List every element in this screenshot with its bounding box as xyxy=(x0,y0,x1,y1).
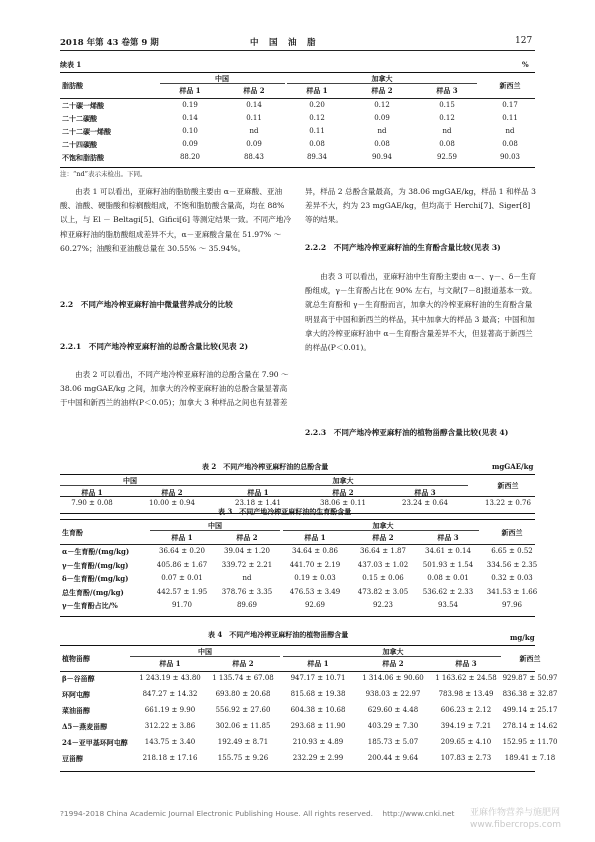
table1-sample-header: 样品 1 xyxy=(306,86,328,95)
table3-row-label: 总生育酚/(mg/kg) xyxy=(62,587,124,597)
page-number: 127 xyxy=(515,36,533,46)
table4-unit: mg/kg xyxy=(510,633,535,642)
table1-cell: 0.09 xyxy=(374,114,390,122)
table1-cell: 0.12 xyxy=(439,114,455,122)
table3-cell: 334.56 ± 2.35 xyxy=(486,560,538,569)
table1-header-rule xyxy=(60,98,535,99)
table2-canada-subrule xyxy=(218,485,468,486)
table1-cell: 0.08 xyxy=(309,140,325,148)
table3-cell: 405.86 ± 1.67 xyxy=(156,560,208,569)
table1-cell: 0.11 xyxy=(246,114,262,122)
table1-cell: 0.11 xyxy=(502,114,518,122)
table2-header-rule xyxy=(60,496,535,497)
table3-cell: 39.04 ± 1.20 xyxy=(224,547,270,555)
table1-cell: 89.34 xyxy=(306,153,328,161)
table4-cell: 1 243.19 ± 43.80 xyxy=(139,674,201,682)
section-2-2-1-heading: 2.2.1 不同产地冷榨亚麻籽油的总酚含量比较(见表 2) xyxy=(60,342,249,351)
table1-cell: 92.59 xyxy=(436,153,458,161)
table3-cell: 92.23 xyxy=(372,601,394,609)
table1-cell: 0.10 xyxy=(182,127,198,135)
table4-sample-header: 样品 1 xyxy=(307,659,329,668)
table4-row-label: β－谷甾醇 xyxy=(62,674,95,683)
table1-cell: 0.12 xyxy=(374,101,390,109)
table2-cell: 23.24 ± 0.64 xyxy=(402,499,448,507)
table4-cell: 815.68 ± 19.38 xyxy=(290,690,346,698)
table4-sample-header: 样品 2 xyxy=(382,659,404,668)
table1-cell: 0.08 xyxy=(374,140,390,148)
left-paragraph-1: 由表 1 可以看出，亚麻籽油的脂肪酸主要由 α－亚麻酸、亚油酸、油酸、硬脂酸和棕榈酸组成，不饱和脂肪酸含量高，均在 88% 以上，与 El － Beltagi[5]、Gifici[6] 等测定结果一致。不同产地冷榨亚麻籽油的脂肪酸组成差异不大，α－亚麻酸含量在 51.97% ～60.27%；油酸和亚油酸总量在 30.55% ～ 35.94%。 xyxy=(60,187,292,253)
table3-cell: 34.64 ± 0.86 xyxy=(292,547,338,555)
table2-top-rule xyxy=(60,474,535,475)
table4-cell: 210.93 ± 4.89 xyxy=(292,738,344,746)
table1-canada-subrule xyxy=(287,83,477,84)
table3-cell: 6.65 ± 0.52 xyxy=(491,547,533,555)
table1-cell: 0.17 xyxy=(502,101,518,109)
table3-cell: 92.69 xyxy=(304,601,326,609)
table4-cell: 693.80 ± 20.68 xyxy=(215,690,271,698)
table3-cell: 36.64 ± 0.20 xyxy=(159,547,205,555)
table1-cell: 0.19 xyxy=(182,101,198,109)
table3-cell: 437.03 ± 1.02 xyxy=(357,560,409,569)
table4-cell: 278.14 ± 14.62 xyxy=(502,722,558,730)
table3-cell: 0.19 ± 0.03 xyxy=(294,574,336,582)
table4-header-rule xyxy=(60,671,535,672)
right-paragraph-2: 由表 3 可以看出，亚麻籽油中生育酚主要由 α－、γ－、δ－生育酚组成，γ－生育酚占比在 90% 左右，与文献[7－8]报道基本一致。就总生育酚和 γ－生育酚而言，加拿大的冷榨亚麻籽油的生育酚含量明显高于中国和新西兰的样品，其中加拿大的样品 3 最高；中国和加拿大的冷榨亚麻籽油中 α－生育酚含量差异不大，但显著高于新西兰的样品(P＜0.01)。 xyxy=(305,272,537,353)
table4-canada-subrule xyxy=(283,656,501,657)
table2-cell: 38.06 ± 0.11 xyxy=(320,499,366,507)
table4-cell: 606.23 ± 2.12 xyxy=(440,706,492,714)
table4-cell: 293.68 ± 11.90 xyxy=(290,722,346,730)
table4-cell: 155.75 ± 9.26 xyxy=(217,754,269,762)
table3-group-china: 中国 xyxy=(208,521,222,530)
table4-row-label: Δ5－燕麦甾醇 xyxy=(62,722,108,731)
table3-cell: 0.07 ± 0.01 xyxy=(161,574,203,582)
table1-unit: % xyxy=(522,60,529,69)
running-header-issue: 2018 年第 43 卷第 9 期 xyxy=(60,38,159,48)
table1-row-label: 二十二碳一烯酸 xyxy=(62,127,111,136)
table4-cell: 232.29 ± 2.99 xyxy=(292,754,344,762)
table4-cell: 218.18 ± 17.16 xyxy=(142,754,198,762)
table3-header-rule xyxy=(60,544,535,545)
table3-cell: 97.96 xyxy=(501,601,523,609)
table1-caption: 续表 1 xyxy=(60,60,82,69)
header-rule xyxy=(60,50,535,51)
table4-sample-header: 样品 1 xyxy=(159,659,181,668)
table3-row-label: γ－生育酚占比/% xyxy=(62,601,118,610)
table3-cell: 36.64 ± 1.87 xyxy=(360,547,406,555)
table4-cell: 312.22 ± 3.86 xyxy=(144,722,196,730)
table3-col-label: 生育酚 xyxy=(62,527,83,537)
table1-cell: 88.43 xyxy=(243,153,265,161)
table2-sample-header: 样品 1 xyxy=(247,488,269,497)
table4-cell: 302.06 ± 11.85 xyxy=(215,722,271,730)
table2-sample-header: 样品 2 xyxy=(161,488,183,497)
table3-cell: 341.53 ± 1.66 xyxy=(486,587,538,596)
table3-cell: 339.72 ± 2.21 xyxy=(221,560,273,569)
table3-row-label: γ－生育酚/(mg/kg) xyxy=(62,560,129,570)
left-paragraph-2: 由表 2 可以看出，不同产地冷榨亚麻籽油的总酚含量在 7.90 ～38.06 mgGAE/kg 之间，加拿大的冷榨亚麻籽油的总酚含量显著高于中国和新西兰的油样(P＜0.05)；加拿大 3 种样品之间也有显著差 xyxy=(60,370,289,408)
table4-row-label: 菜油甾醇 xyxy=(62,706,90,715)
table1-cell: 90.94 xyxy=(371,153,393,161)
table1-cell: 0.20 xyxy=(309,101,325,109)
table2-cell: 10.00 ± 0.94 xyxy=(149,499,195,507)
table1-cell: 0.08 xyxy=(502,140,518,148)
table4-cell: 1 163.62 ± 24.58 xyxy=(435,674,497,682)
table4-cell: 192.49 ± 8.71 xyxy=(217,738,269,746)
table2-sample-header: 样品 3 xyxy=(414,488,436,497)
table1-cell: 90.03 xyxy=(499,153,521,161)
table2-group-china: 中国 xyxy=(123,476,137,485)
table2-china-subrule xyxy=(60,485,218,486)
table4-top-rule xyxy=(60,645,535,646)
table1-cell: 0.14 xyxy=(246,101,262,109)
table1-row-label: 二十四碳酸 xyxy=(62,140,97,149)
table2-group-canada: 加拿大 xyxy=(332,476,354,485)
table3-cell: 378.76 ± 3.35 xyxy=(221,587,273,596)
table1-cell: 88.20 xyxy=(179,153,201,161)
table3-cell: 34.61 ± 0.14 xyxy=(425,547,471,555)
table1-group-china: 中国 xyxy=(215,74,229,83)
table4-cell: 1 135.74 ± 67.08 xyxy=(212,674,274,682)
table4-cell: 604.38 ± 10.68 xyxy=(290,706,346,714)
table1-row-label: 二十二碳酸 xyxy=(62,114,97,123)
table1-cell: 0.12 xyxy=(309,114,325,122)
table4-sample-header: 样品 3 xyxy=(455,659,477,668)
watermark-site-name: 亚麻作物营养与施肥网 xyxy=(470,808,561,818)
table4-sample-header: 样品 2 xyxy=(232,659,254,668)
table1-cell: 0.15 xyxy=(439,101,455,109)
table1-cell: 0.14 xyxy=(182,114,198,122)
table4-china-subrule xyxy=(130,656,280,657)
table4-cell: 499.14 ± 25.17 xyxy=(502,706,558,714)
table3-row-label: δ－生育酚/(mg/kg) xyxy=(62,574,129,583)
table4-cell: 929.87 ± 50.97 xyxy=(502,674,558,682)
table3-bottom-rule xyxy=(60,616,535,617)
table3-cell: 441.70 ± 2.19 xyxy=(289,560,341,569)
table3-cell: 476.53 ± 3.49 xyxy=(289,587,341,596)
table4-cell: 394.19 ± 7.21 xyxy=(440,722,492,730)
table3-cell: 0.32 ± 0.03 xyxy=(491,574,533,582)
table4-cell: 1 314.06 ± 90.60 xyxy=(362,674,424,682)
table1-sample-header: 样品 3 xyxy=(436,86,458,95)
table3-cell: 93.54 xyxy=(437,601,459,609)
table4-group-china: 中国 xyxy=(198,647,212,656)
table3-sample-header: 样品 3 xyxy=(437,533,459,542)
table3-cell: 442.57 ± 1.95 xyxy=(156,587,208,596)
table3-sample-header: 样品 2 xyxy=(236,533,258,542)
table4-bottom-rule xyxy=(60,771,535,772)
table1-group-canada: 加拿大 xyxy=(371,74,393,83)
table4-row-label: 豆甾醇 xyxy=(62,754,83,763)
table4-cell: 836.38 ± 32.87 xyxy=(502,690,558,698)
running-header-journal: 中 国 油 脂 xyxy=(250,38,317,48)
table1-china-subrule xyxy=(160,83,285,84)
table4-cell: 556.92 ± 27.60 xyxy=(215,706,271,714)
table4-cell: 209.65 ± 4.10 xyxy=(440,738,492,746)
table1-top-rule xyxy=(60,72,535,73)
table1-bottom-rule xyxy=(60,167,535,168)
table4-cell: 143.75 ± 3.40 xyxy=(144,738,196,746)
table1-group-nz: 新西兰 xyxy=(499,81,521,90)
table2-sample-header: 样品 1 xyxy=(81,488,103,497)
table4-cell: 403.29 ± 7.30 xyxy=(367,722,419,730)
table4-cell: 847.27 ± 14.32 xyxy=(142,690,198,698)
copyright-footer: ?1994-2018 China Academic Journal Electronic Publishing House. All rights reserved. http://www.cnki.net xyxy=(60,809,455,818)
table4-cell: 783.98 ± 13.49 xyxy=(438,690,494,698)
table4-cell: 947.17 ± 10.71 xyxy=(290,674,346,682)
table1-row-label: 不饱和脂肪酸 xyxy=(62,153,104,162)
table1-cell: 0.08 xyxy=(439,140,455,148)
table3-cell: 473.82 ± 3.05 xyxy=(357,587,409,596)
table2-group-nz: 新西兰 xyxy=(497,481,519,490)
table3-caption: 表 3 不同产地冷榨亚麻籽油的生育酚含量 xyxy=(218,507,352,516)
table4-group-canada: 加拿大 xyxy=(382,647,404,656)
table4-row-label: 24－亚甲基环阿屯醇 xyxy=(62,738,128,747)
table3-canada-subrule xyxy=(283,530,479,531)
table3-cell: nd xyxy=(242,574,252,582)
table1-cell: nd xyxy=(442,127,452,135)
section-2-2-2-heading: 2.2.2 不同产地冷榨亚麻籽油的生育酚含量比较(见表 3) xyxy=(305,243,501,252)
table2-sample-header: 样品 2 xyxy=(332,488,354,497)
table1-sample-header: 样品 2 xyxy=(371,86,393,95)
table3-row-label: α－生育酚/(mg/kg) xyxy=(62,547,130,556)
table2-unit: mgGAE/kg xyxy=(492,462,534,471)
table4-cell: 661.19 ± 9.90 xyxy=(144,706,196,714)
table1-sample-header: 样品 2 xyxy=(243,86,265,95)
table3-cell: 89.69 xyxy=(236,601,258,609)
table1-cell: nd xyxy=(249,127,259,135)
table1-cell: nd xyxy=(505,127,515,135)
table1-cell: 0.11 xyxy=(309,127,325,135)
table3-cell: 501.93 ± 1.54 xyxy=(422,560,474,569)
table3-cell: 0.08 ± 0.01 xyxy=(427,574,469,582)
table3-cell: 91.70 xyxy=(171,601,193,609)
table3-group-nz: 新西兰 xyxy=(501,527,523,537)
table1-row-label: 二十碳一烯酸 xyxy=(62,101,104,110)
table4-col-label: 植物甾醇 xyxy=(62,654,90,663)
table3-group-canada: 加拿大 xyxy=(372,521,394,530)
table3-sample-header: 样品 2 xyxy=(372,533,394,542)
table4-cell: 152.95 ± 11.70 xyxy=(502,738,558,746)
table4-cell: 185.73 ± 5.07 xyxy=(367,738,419,746)
table4-row-label: 环阿屯醇 xyxy=(62,690,90,699)
table4-cell: 189.41 ± 7.18 xyxy=(504,754,556,762)
table3-china-subrule xyxy=(150,530,280,531)
table1-cell: 0.09 xyxy=(246,140,262,148)
table2-cell: 7.90 ± 0.08 xyxy=(71,499,113,507)
table4-cell: 200.44 ± 9.64 xyxy=(367,754,419,762)
table2-cell: 23.18 ± 1.41 xyxy=(235,499,281,507)
table1-sample-header: 样品 1 xyxy=(179,86,201,95)
right-paragraph-1: 异，样品 2 总酚含量最高，为 38.06 mgGAE/kg，样品 1 和样品 3 差异不大，约为 23 mgGAE/kg，但均高于 Herchi[7]、Siger[8] 等的结果。 xyxy=(305,187,536,225)
table3-cell: 536.62 ± 2.33 xyxy=(422,587,474,596)
table1-cell: 0.09 xyxy=(182,140,198,148)
table4-cell: 938.03 ± 22.97 xyxy=(365,690,421,698)
table3-sample-header: 样品 1 xyxy=(304,533,326,542)
table1-col-label: 脂肪酸 xyxy=(62,81,83,90)
table3-sample-header: 样品 1 xyxy=(171,533,193,542)
table1-note: 注：“nd”表示未检出。下同。 xyxy=(60,170,147,178)
table3-top-rule xyxy=(60,519,535,520)
table4-cell: 629.60 ± 4.48 xyxy=(367,706,419,714)
section-2-2-heading: 2.2 不同产地冷榨亚麻籽油中微量营养成分的比较 xyxy=(60,300,233,309)
table2-caption: 表 2 不同产地冷榨亚麻籽油的总酚含量 xyxy=(202,462,329,471)
table4-group-nz: 新西兰 xyxy=(519,654,541,663)
table4-cell: 107.83 ± 2.73 xyxy=(440,754,492,762)
table2-cell: 13.22 ± 0.76 xyxy=(485,499,531,507)
watermark-url: www.fibercrops.com xyxy=(470,820,561,830)
table1-cell: nd xyxy=(377,127,387,135)
section-2-2-3-heading: 2.2.3 不同产地冷榨亚麻籽油的植物甾醇含量比较(见表 4) xyxy=(305,428,509,437)
table4-caption: 表 4 不同产地冷榨亚麻籽油的植物甾醇含量 xyxy=(208,630,349,639)
table3-cell: 0.15 ± 0.06 xyxy=(362,574,404,582)
